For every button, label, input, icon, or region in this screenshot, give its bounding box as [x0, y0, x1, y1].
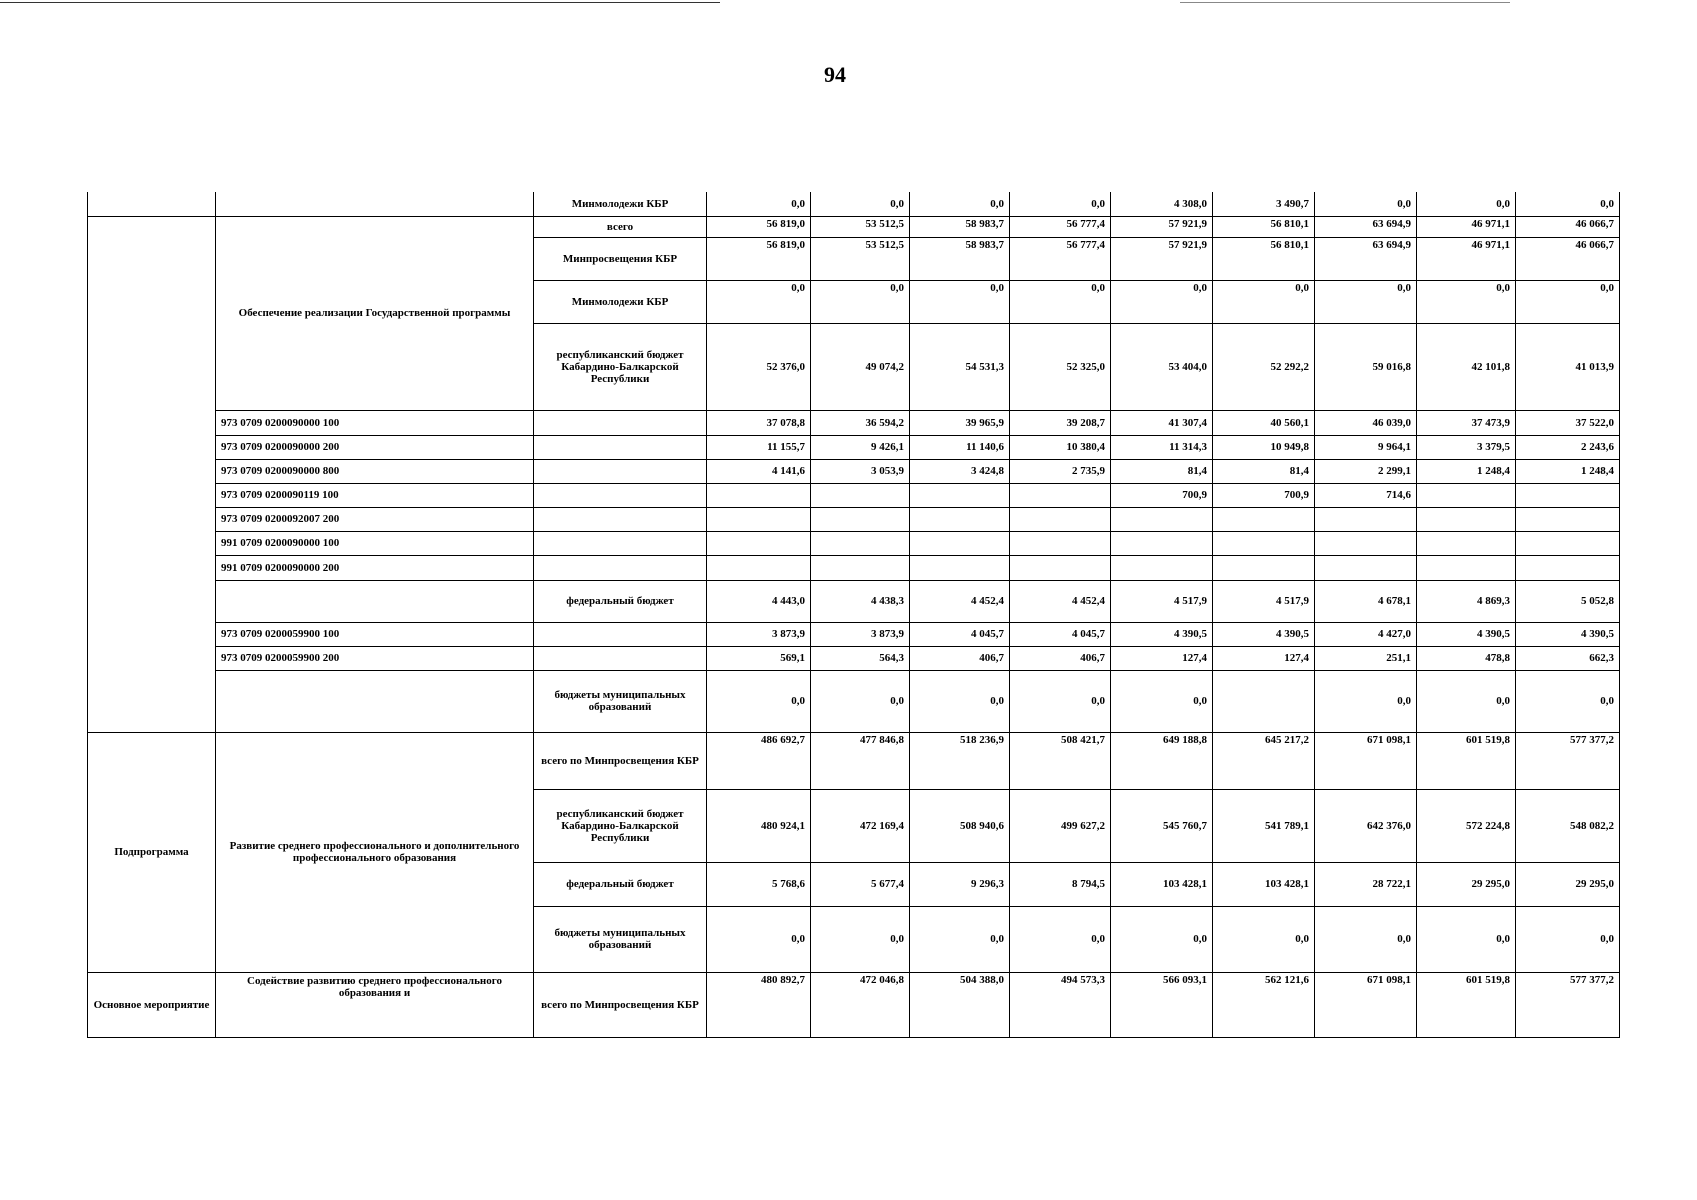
value-cell: 601 519,8 [1417, 732, 1516, 789]
value-cell: 477 846,8 [811, 732, 910, 789]
value-cell: 127,4 [1111, 646, 1213, 670]
value-cell: 577 377,2 [1516, 972, 1620, 1037]
budget-code-cell: 973 0709 0200090000 100 [216, 410, 534, 435]
value-cell [1516, 555, 1620, 580]
table-row [88, 483, 1620, 507]
table-row [88, 216, 1620, 237]
value-cell: 52 376,0 [707, 323, 811, 410]
value-cell: 42 101,8 [1417, 323, 1516, 410]
value-cell: 46 971,1 [1417, 237, 1516, 280]
value-cell: 0,0 [910, 670, 1010, 732]
budget-table [87, 192, 1620, 1038]
value-cell: 0,0 [1213, 280, 1315, 323]
funding-source-cell: федеральный бюджет [534, 862, 707, 906]
funding-source-cell [534, 483, 707, 507]
value-cell [1315, 531, 1417, 555]
table-row [88, 670, 1620, 732]
value-cell: 41 013,9 [1516, 323, 1620, 410]
table-row [88, 435, 1620, 459]
value-cell [1417, 531, 1516, 555]
section-cell [88, 192, 216, 216]
value-cell: 499 627,2 [1010, 789, 1111, 862]
value-cell: 56 810,1 [1213, 216, 1315, 237]
value-cell: 0,0 [1417, 192, 1516, 216]
funding-source-cell [534, 435, 707, 459]
value-cell: 56 810,1 [1213, 237, 1315, 280]
value-cell: 0,0 [811, 906, 910, 972]
value-cell: 46 039,0 [1315, 410, 1417, 435]
funding-source-cell: всего [534, 216, 707, 237]
value-cell: 9 426,1 [811, 435, 910, 459]
value-cell [1111, 531, 1213, 555]
value-cell [1213, 507, 1315, 531]
value-cell: 11 314,3 [1111, 435, 1213, 459]
value-cell: 0,0 [1315, 192, 1417, 216]
value-cell [910, 531, 1010, 555]
value-cell: 40 560,1 [1213, 410, 1315, 435]
value-cell: 0,0 [1111, 280, 1213, 323]
value-cell: 5 768,6 [707, 862, 811, 906]
value-cell [1111, 507, 1213, 531]
value-cell: 56 819,0 [707, 237, 811, 280]
value-cell: 472 169,4 [811, 789, 910, 862]
table-row [88, 192, 1620, 216]
table-row [88, 555, 1620, 580]
value-cell: 541 789,1 [1213, 789, 1315, 862]
value-cell: 8 794,5 [1010, 862, 1111, 906]
budget-code-cell [216, 580, 534, 622]
table-row [88, 972, 1620, 1037]
table-row [88, 531, 1620, 555]
program-cell: Содействие развитию среднего профессионального образования и [216, 972, 534, 1037]
value-cell: 566 093,1 [1111, 972, 1213, 1037]
table-row [88, 622, 1620, 646]
value-cell: 37 522,0 [1516, 410, 1620, 435]
value-cell: 52 325,0 [1010, 323, 1111, 410]
value-cell [1315, 555, 1417, 580]
value-cell: 0,0 [1315, 906, 1417, 972]
value-cell: 0,0 [910, 906, 1010, 972]
budget-code-cell: 973 0709 0200090000 800 [216, 459, 534, 483]
value-cell [910, 555, 1010, 580]
table-row [88, 410, 1620, 435]
value-cell: 508 421,7 [1010, 732, 1111, 789]
funding-source-cell: всего по Минпросвещения КБР [534, 972, 707, 1037]
value-cell: 0,0 [1417, 280, 1516, 323]
value-cell: 4 438,3 [811, 580, 910, 622]
value-cell: 36 594,2 [811, 410, 910, 435]
value-cell [1516, 507, 1620, 531]
value-cell: 3 424,8 [910, 459, 1010, 483]
value-cell: 4 308,0 [1111, 192, 1213, 216]
value-cell: 0,0 [811, 280, 910, 323]
value-cell: 0,0 [811, 192, 910, 216]
value-cell: 56 777,4 [1010, 237, 1111, 280]
value-cell [811, 483, 910, 507]
page-number: 94 [824, 62, 846, 87]
value-cell: 2 735,9 [1010, 459, 1111, 483]
table-row [88, 580, 1620, 622]
funding-source-cell: Минпросвещения КБР [534, 237, 707, 280]
value-cell: 577 377,2 [1516, 732, 1620, 789]
value-cell [1213, 555, 1315, 580]
value-cell: 472 046,8 [811, 972, 910, 1037]
value-cell: 58 983,7 [910, 237, 1010, 280]
value-cell: 0,0 [1010, 192, 1111, 216]
value-cell: 564,3 [811, 646, 910, 670]
value-cell: 4 869,3 [1417, 580, 1516, 622]
value-cell: 103 428,1 [1111, 862, 1213, 906]
value-cell [1417, 507, 1516, 531]
value-cell [910, 507, 1010, 531]
value-cell: 671 098,1 [1315, 732, 1417, 789]
value-cell: 700,9 [1213, 483, 1315, 507]
value-cell [1010, 483, 1111, 507]
budget-code-cell: 991 0709 0200090000 200 [216, 555, 534, 580]
funding-source-cell: Минмолодежи КБР [534, 192, 707, 216]
value-cell: 53 512,5 [811, 237, 910, 280]
funding-source-cell [534, 459, 707, 483]
value-cell: 81,4 [1213, 459, 1315, 483]
value-cell: 671 098,1 [1315, 972, 1417, 1037]
value-cell: 0,0 [1111, 906, 1213, 972]
value-cell: 494 573,3 [1010, 972, 1111, 1037]
value-cell: 545 760,7 [1111, 789, 1213, 862]
value-cell: 29 295,0 [1516, 862, 1620, 906]
value-cell: 562 121,6 [1213, 972, 1315, 1037]
value-cell: 53 512,5 [811, 216, 910, 237]
value-cell: 0,0 [1010, 280, 1111, 323]
budget-code-cell: 973 0709 0200090000 200 [216, 435, 534, 459]
budget-code-cell: 973 0709 0200059900 200 [216, 646, 534, 670]
funding-source-cell [534, 646, 707, 670]
value-cell: 28 722,1 [1315, 862, 1417, 906]
value-cell: 4 045,7 [1010, 622, 1111, 646]
value-cell: 480 892,7 [707, 972, 811, 1037]
scan-artifact-line [0, 2, 720, 3]
value-cell: 0,0 [1213, 906, 1315, 972]
value-cell: 4 390,5 [1516, 622, 1620, 646]
value-cell: 3 873,9 [811, 622, 910, 646]
value-cell: 406,7 [910, 646, 1010, 670]
section-cell [88, 216, 216, 732]
value-cell: 478,8 [1417, 646, 1516, 670]
value-cell: 2 243,6 [1516, 435, 1620, 459]
value-cell [1315, 507, 1417, 531]
budget-code-cell: 973 0709 0200059900 100 [216, 622, 534, 646]
value-cell [811, 507, 910, 531]
value-cell: 0,0 [1315, 280, 1417, 323]
value-cell: 0,0 [910, 192, 1010, 216]
value-cell [1111, 555, 1213, 580]
value-cell: 572 224,8 [1417, 789, 1516, 862]
funding-source-cell [534, 622, 707, 646]
value-cell: 3 873,9 [707, 622, 811, 646]
value-cell: 11 155,7 [707, 435, 811, 459]
value-cell: 9 296,3 [910, 862, 1010, 906]
program-cell [216, 192, 534, 216]
budget-code-cell [216, 670, 534, 732]
value-cell: 57 921,9 [1111, 216, 1213, 237]
value-cell [707, 483, 811, 507]
value-cell: 2 299,1 [1315, 459, 1417, 483]
value-cell: 4 390,5 [1213, 622, 1315, 646]
value-cell: 11 140,6 [910, 435, 1010, 459]
value-cell: 1 248,4 [1516, 459, 1620, 483]
value-cell [707, 507, 811, 531]
value-cell [1516, 483, 1620, 507]
value-cell: 59 016,8 [1315, 323, 1417, 410]
value-cell: 4 517,9 [1213, 580, 1315, 622]
value-cell: 103 428,1 [1213, 862, 1315, 906]
value-cell: 3 379,5 [1417, 435, 1516, 459]
funding-source-cell: федеральный бюджет [534, 580, 707, 622]
value-cell: 0,0 [811, 670, 910, 732]
value-cell: 480 924,1 [707, 789, 811, 862]
value-cell: 601 519,8 [1417, 972, 1516, 1037]
value-cell [1010, 531, 1111, 555]
value-cell [707, 555, 811, 580]
value-cell: 46 066,7 [1516, 216, 1620, 237]
value-cell: 37 473,9 [1417, 410, 1516, 435]
funding-source-cell: республиканский бюджет Кабардино-Балкарской Республики [534, 323, 707, 410]
program-cell: Развитие среднего профессионального и дополнительного профессионального образования [216, 732, 534, 972]
value-cell: 9 964,1 [1315, 435, 1417, 459]
value-cell: 4 452,4 [1010, 580, 1111, 622]
value-cell [811, 531, 910, 555]
value-cell: 4 141,6 [707, 459, 811, 483]
value-cell: 0,0 [1417, 906, 1516, 972]
value-cell: 0,0 [1516, 670, 1620, 732]
value-cell [1213, 531, 1315, 555]
value-cell: 54 531,3 [910, 323, 1010, 410]
funding-source-cell: всего по Минпросвещения КБР [534, 732, 707, 789]
value-cell [1010, 507, 1111, 531]
value-cell: 81,4 [1111, 459, 1213, 483]
value-cell: 504 388,0 [910, 972, 1010, 1037]
value-cell: 0,0 [707, 192, 811, 216]
value-cell: 0,0 [707, 670, 811, 732]
value-cell: 39 965,9 [910, 410, 1010, 435]
value-cell [1213, 670, 1315, 732]
value-cell: 0,0 [910, 280, 1010, 323]
budget-code-cell: 973 0709 0200092007 200 [216, 507, 534, 531]
value-cell: 56 819,0 [707, 216, 811, 237]
value-cell: 10 949,8 [1213, 435, 1315, 459]
value-cell: 4 045,7 [910, 622, 1010, 646]
budget-code-cell: 991 0709 0200090000 100 [216, 531, 534, 555]
value-cell: 714,6 [1315, 483, 1417, 507]
funding-source-cell: Минмолодежи КБР [534, 280, 707, 323]
value-cell: 0,0 [707, 906, 811, 972]
value-cell: 29 295,0 [1417, 862, 1516, 906]
funding-source-cell [534, 555, 707, 580]
table-row [88, 459, 1620, 483]
value-cell: 10 380,4 [1010, 435, 1111, 459]
value-cell [1516, 531, 1620, 555]
value-cell: 645 217,2 [1213, 732, 1315, 789]
value-cell: 52 292,2 [1213, 323, 1315, 410]
value-cell: 0,0 [1010, 670, 1111, 732]
value-cell: 700,9 [1111, 483, 1213, 507]
value-cell: 0,0 [1516, 192, 1620, 216]
value-cell: 0,0 [1111, 670, 1213, 732]
value-cell: 569,1 [707, 646, 811, 670]
value-cell: 58 983,7 [910, 216, 1010, 237]
value-cell: 4 678,1 [1315, 580, 1417, 622]
value-cell: 548 082,2 [1516, 789, 1620, 862]
value-cell: 5 677,4 [811, 862, 910, 906]
value-cell: 49 074,2 [811, 323, 910, 410]
program-cell: Обеспечение реализации Государственной программы [216, 216, 534, 410]
table-row [88, 646, 1620, 670]
value-cell: 1 248,4 [1417, 459, 1516, 483]
scan-artifact-line [1180, 2, 1510, 3]
value-cell: 4 427,0 [1315, 622, 1417, 646]
value-cell: 3 490,7 [1213, 192, 1315, 216]
budget-code-cell: 973 0709 0200090119 100 [216, 483, 534, 507]
value-cell: 4 517,9 [1111, 580, 1213, 622]
funding-source-cell [534, 531, 707, 555]
value-cell: 518 236,9 [910, 732, 1010, 789]
funding-source-cell: республиканский бюджет Кабардино-Балкарской Республики [534, 789, 707, 862]
value-cell: 0,0 [1417, 670, 1516, 732]
value-cell [1010, 555, 1111, 580]
value-cell [811, 555, 910, 580]
value-cell: 0,0 [1516, 906, 1620, 972]
table-row [88, 732, 1620, 789]
value-cell: 251,1 [1315, 646, 1417, 670]
value-cell: 508 940,6 [910, 789, 1010, 862]
funding-source-cell [534, 410, 707, 435]
value-cell: 3 053,9 [811, 459, 910, 483]
value-cell: 57 921,9 [1111, 237, 1213, 280]
value-cell: 63 694,9 [1315, 216, 1417, 237]
value-cell: 0,0 [1516, 280, 1620, 323]
value-cell: 5 052,8 [1516, 580, 1620, 622]
value-cell: 642 376,0 [1315, 789, 1417, 862]
value-cell [1417, 483, 1516, 507]
value-cell [1417, 555, 1516, 580]
value-cell: 53 404,0 [1111, 323, 1213, 410]
value-cell: 406,7 [1010, 646, 1111, 670]
funding-source-cell [534, 507, 707, 531]
value-cell: 662,3 [1516, 646, 1620, 670]
value-cell: 63 694,9 [1315, 237, 1417, 280]
value-cell: 127,4 [1213, 646, 1315, 670]
value-cell: 649 188,8 [1111, 732, 1213, 789]
value-cell: 4 390,5 [1111, 622, 1213, 646]
value-cell: 39 208,7 [1010, 410, 1111, 435]
value-cell: 0,0 [1010, 906, 1111, 972]
value-cell [707, 531, 811, 555]
funding-source-cell: бюджеты муниципальных образований [534, 670, 707, 732]
value-cell: 41 307,4 [1111, 410, 1213, 435]
value-cell: 4 452,4 [910, 580, 1010, 622]
value-cell: 46 066,7 [1516, 237, 1620, 280]
value-cell: 486 692,7 [707, 732, 811, 789]
funding-source-cell: бюджеты муниципальных образований [534, 906, 707, 972]
value-cell: 56 777,4 [1010, 216, 1111, 237]
value-cell: 0,0 [1315, 670, 1417, 732]
value-cell: 0,0 [707, 280, 811, 323]
section-cell: Подпрограмма [88, 732, 216, 972]
table-row [88, 507, 1620, 531]
value-cell [910, 483, 1010, 507]
value-cell: 46 971,1 [1417, 216, 1516, 237]
value-cell: 4 443,0 [707, 580, 811, 622]
section-cell: Основное мероприятие [88, 972, 216, 1037]
value-cell: 37 078,8 [707, 410, 811, 435]
value-cell: 4 390,5 [1417, 622, 1516, 646]
